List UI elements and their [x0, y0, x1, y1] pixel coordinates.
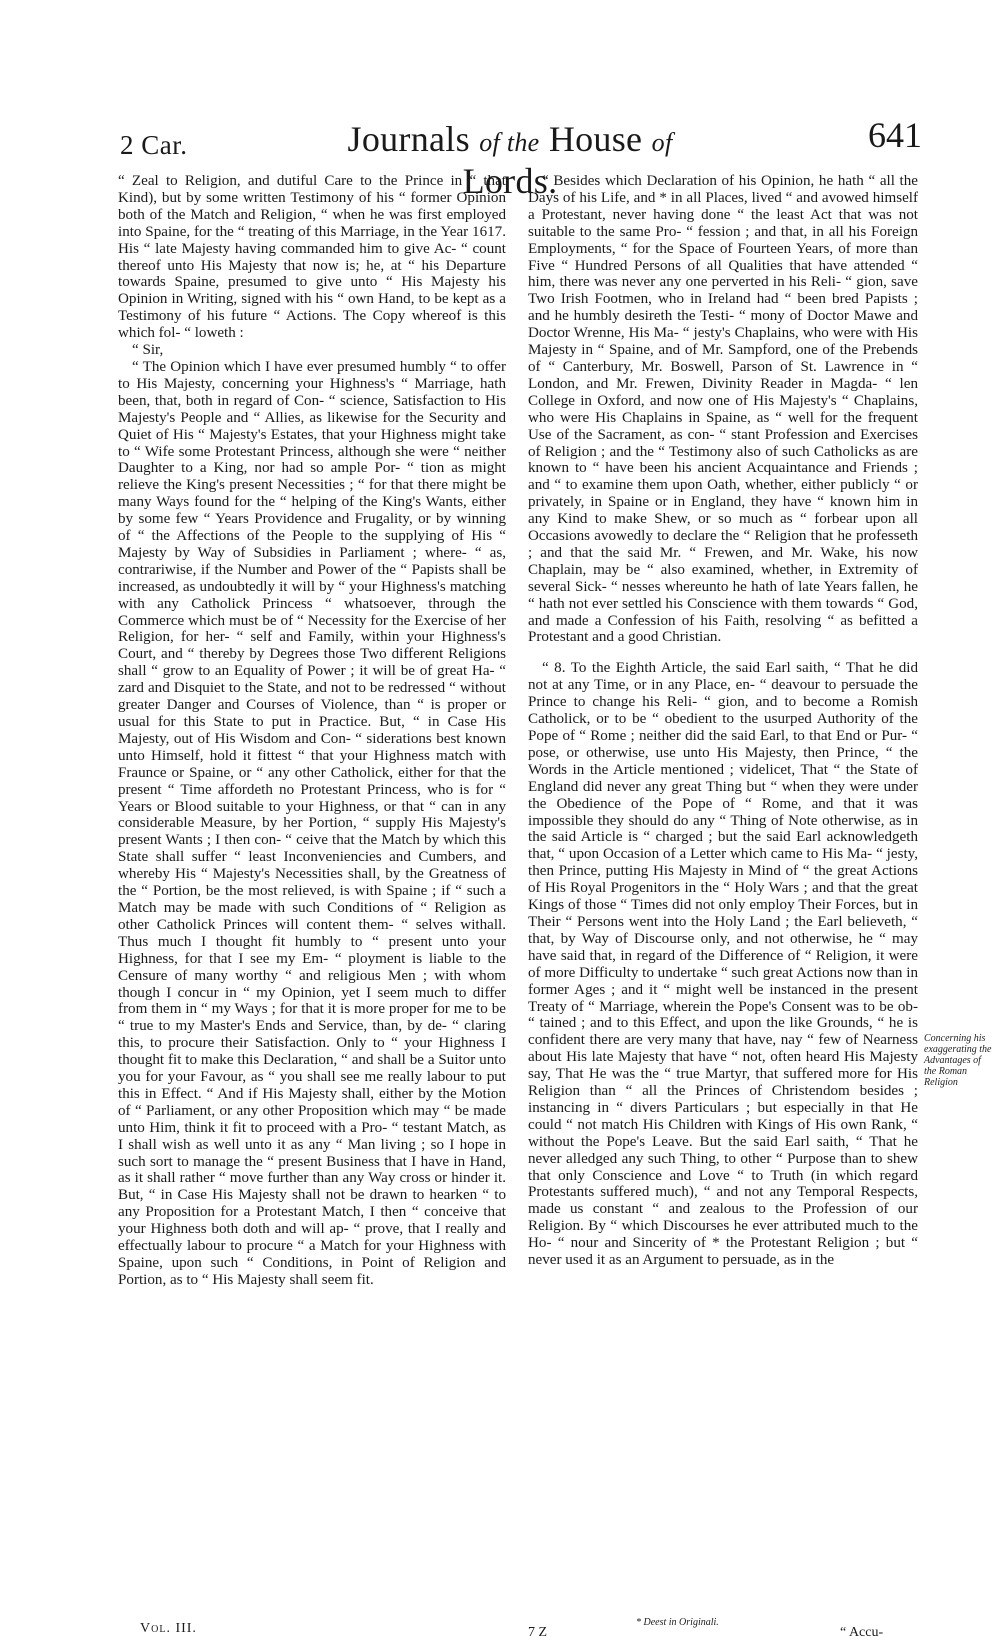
title-of: of	[651, 128, 673, 157]
paragraph-gap	[528, 646, 918, 660]
margin-note: Concerning his exaggerating the Advantages of the Roman Religion	[924, 1033, 992, 1088]
left-paragraph-1: “ Zeal to Religion, and dutiful Care to the Prince in “ that Kind), but by some written Testimony of his “ former Opinion both of the Match and Religion, “ when he was first employed into Spaine, for the “ treating of this Marriage, in the Year 1617. His “ late Majesty having commanded him to give Ac- “ count thereof unto His Majesty that now is; he, at “ his Departure towards Spaine, presumed to give unto “ His Majesty his Opinion in Writing, signed with his “ own Hand, to be kept as a Testimony of his future “ Actions. The Copy whereof is this which fol- “ loweth :	[118, 173, 506, 342]
title-of-the: of the	[479, 128, 540, 157]
title-lords: Lords.	[462, 161, 558, 201]
title-house: House	[548, 119, 643, 159]
left-paragraph-2: “ The Opinion which I have ever presumed humbly “ to offer to His Majesty, concerning your Highness's “ Marriage, hath been, that, both in regard of Con- “ science, Satisfaction to His Majesty's People and “ Allies, as likewise for the Security and Quiet of His “ Majesty's Estates, that your Highness might take to “ Wife some Protestant Princess, although she were “ neither Daughter to a King, nor had so ample Por- “ tion as might relieve the King's present Necessities ; “ for that there might be many Ways found for the “ helping of the King's Wants, either by some few “ Years Providence and Frugality, or by winning of “ the Affections of the People to the supplying of His “ Majesty by Way of Subsidies in Parliament ; where- “ as, contrariwise, if the Number and Power of the “ Papists shall be increased, as undoubtedly it will by “ your Highness's matching with any Catholick Princess “ whatsoever, through the Commerce which must be of “ Necessity for the Exercise of her Religion, for her- “ self and Family, within your Highness's Court, and “ thereby by Degrees those Two different Religions shall “ grow to an Equality of Power ; it will be of great Ha- “ zard and Disquiet to the State, and not to be redressed “ without greater Danger and Courses of Violence, than “ is proper or usual for this State to put in Practice. But, “ in Case His Majesty, out of His Wisdom and Con- “ siderations best known unto Himself, hold it fittest “ that your Highness match with Fraunce or Spaine, or “ any other Catholick, either for that the present “ Time affordeth no Protestant Princess, who is for “ Years or Blood suitable to your Highness, or that “ can in any considerable Measure, by her Portion, “ supply His Majesty's present Wants ; I then con- “ ceive that the Match by which this State shall suffer “ least Inconveniencies and Cumbers, and whereby His “ Majesty's Necessities shall, by the Greatness of the “ Portion, be the most relieved, is with Spaine ; if “ such a Match may be made with such Conditions of “ Religion as other Catholick Princes will content them- “ selves withall. Thus much I thought fit humbly to “ present unto your Highness, for that I see my Em- “ ployment is liable to the Censure of many worthy “ and religious Men ; with whom though I concur in “ my Opinion, yet I seem much to differ from them in “ my Ways ; for that it is more proper for me to be “ true to my Master's Ends and Service, than, by de- “ claring this, to procure their Satisfaction. Only to “ your Highness I thought fit to make this Declaration, “ and shall be a Suitor unto you for your Favour, as “ you shall see me really labour to put this in Effect. “ And if His Majesty shall, either by the Motion of “ Parliament, or any other Proposition which may “ be made unto Him, think it fit to proceed with a Pro- “ testant Match, as I shall wish as well unto it as any “ Man living ; so I hope in such sort to manage the “ present Business that I have in Hand, as it shall rather “ move further than any Way cross or hinder it. But, “ in Case His Majesty shall not be drawn to hearken “ to any Proposition for a Protestant Match, I then “ conceive that your Highness both doth and will ap- “ prove, that I really and effectually labour to procure “ a Match for your Highness with Spaine, upon such “ Conditions, in Point of Religion and Portion, as to “ His Majesty shall seem fit.	[118, 358, 506, 1288]
letter-salutation: “ Sir,	[132, 342, 164, 359]
catchword: “ Accu-	[840, 1625, 884, 1640]
footnote: * Deest in Originali.	[636, 1617, 719, 1628]
signature-mark: 7 Z	[528, 1625, 548, 1640]
volume-label: Vol. III.	[140, 1621, 197, 1636]
left-column	[118, 173, 506, 1289]
running-head-regnal-year: 2 Car.	[120, 130, 188, 160]
page-number: 641	[868, 115, 922, 155]
right-paragraph-1: “ Besides which Declaration of his Opinion, he hath “ all the Days of his Life, and * in all Places, lived “ and avowed himself a Protestant, never having done “ the least Act that was not suitable to the same Pro- “ fession ; and that, in all his Foreign Employments, “ for the Space of Fourteen Years, of more than Five “ Hundred Persons of all Qualities that have attended “ him, there was never any one perverted in his Reli- “ gion, save Two Irish Footmen, who in Ireland had “ been bred Papists ; and he humbly desireth the Testi- “ mony of Doctor Mawe and Doctor Wrenne, His Ma- “ jesty's Chaplains, who were with His Majesty in “ Spaine, and of Mr. Sampford, one of the Prebends of “ Canterbury, Mr. Boswell, Parson of St. Lawrence in “ London, and Mr. Frewen, Divinity Reader in Magda- “ len College in Oxford, and now one of His Majesty's “ Chaplains, who were His Chaplains in Spaine, as “ well for the frequent Use of the Sacrament, as con- “ stant Profession and Exercises of Religion ; and the “ Testimony also of such Catholicks as are known to “ have been his ancient Acquaintance and Friends ; and “ to examine them upon Oath, whether, either publicly “ or privately, in Spaine or in England, they have “ known him in any Kind to make Shew, or so much as “ forbear upon all Occasions avowedly to declare the “ Religion that he professeth ; and that the said Mr. “ Frewen, and Mr. Wake, his now Chaplain, may be “ also examined, whether, in Extremity of several Sick- “ nesses whereunto he hath of late Years fallen, he “ hath not ever settled his Conscience with them towards “ God, and made a Confession of his Faith, resolving “ as befitted a Protestant and a good Christian.	[528, 173, 918, 646]
right-column	[528, 173, 918, 1269]
title-journals: Journals	[347, 119, 470, 159]
right-paragraph-2: “ 8. To the Eighth Article, the said Earl saith, “ That he did not at any Time, or in any Place, en- “ deavour to persuade the Prince to change his Reli- “ gion, and to become a Romish Catholick, or to be “ obedient to the usurped Authority of the Pope of “ Rome ; neither did the said Earl, to that End or Pur- “ pose, or otherwise, use unto His Majesty, then Prince, “ the Words in the Article mentioned ; videlicet, That “ the State of England did never any great Thing but “ when they were under the Obedience of the Pope of “ Rome, and that it was impossible they should do any “ Thing of Note otherwise, as in the said Article is “ charged ; but the said Earl acknowledgeth that, “ upon Occasion of a Letter which came to His Ma- “ jesty, then Prince, putting His Majesty in Mind of “ the great Actions of His Royal Progenitors in the “ Holy Wars ; and that the great Kings of those “ Times did not only employ Their Forces, but in Their “ Persons went into the Holy Land ; the Earl believeth, “ that, by Way of Discourse only, and not otherwise, he “ may have said that, in regard of the Difference of “ Religion, it were of more Difficulty to undertake “ such great Actions now than in former Ages ; and it “ might well be instanced in the present Treaty of “ Marriage, wherein the Pope's Consent was to be ob- “ tained ; and to this Effect, and upon the like Grounds, “ he is confident there are very many that have, nay “ few of Nearness about His late Majesty that have “ not, often heard His Majesty say, That He was the “ true Martyr, that suffered more for His Religion than “ all the Princes of Christendom besides ; instancing in “ divers Particulars ; but especially in that He could “ not match His Children with Kings of His own Rank, “ without the Pope's Leave. But the said Earl saith, “ That he never alledged any such Thing, to other “ Purpose than to shew that only Conscience and Love “ to Truth (in which regard Protestants suffered much), “ and not any Temporal Respects, made us constant “ and zealous to the Profession of our Religion. By “ which Discourses he ever attributed much to the Ho- “ nour and Sincerity of * the Protestant Religion ; but “ never used it as an Argument to persuade, as in the	[528, 660, 918, 1269]
